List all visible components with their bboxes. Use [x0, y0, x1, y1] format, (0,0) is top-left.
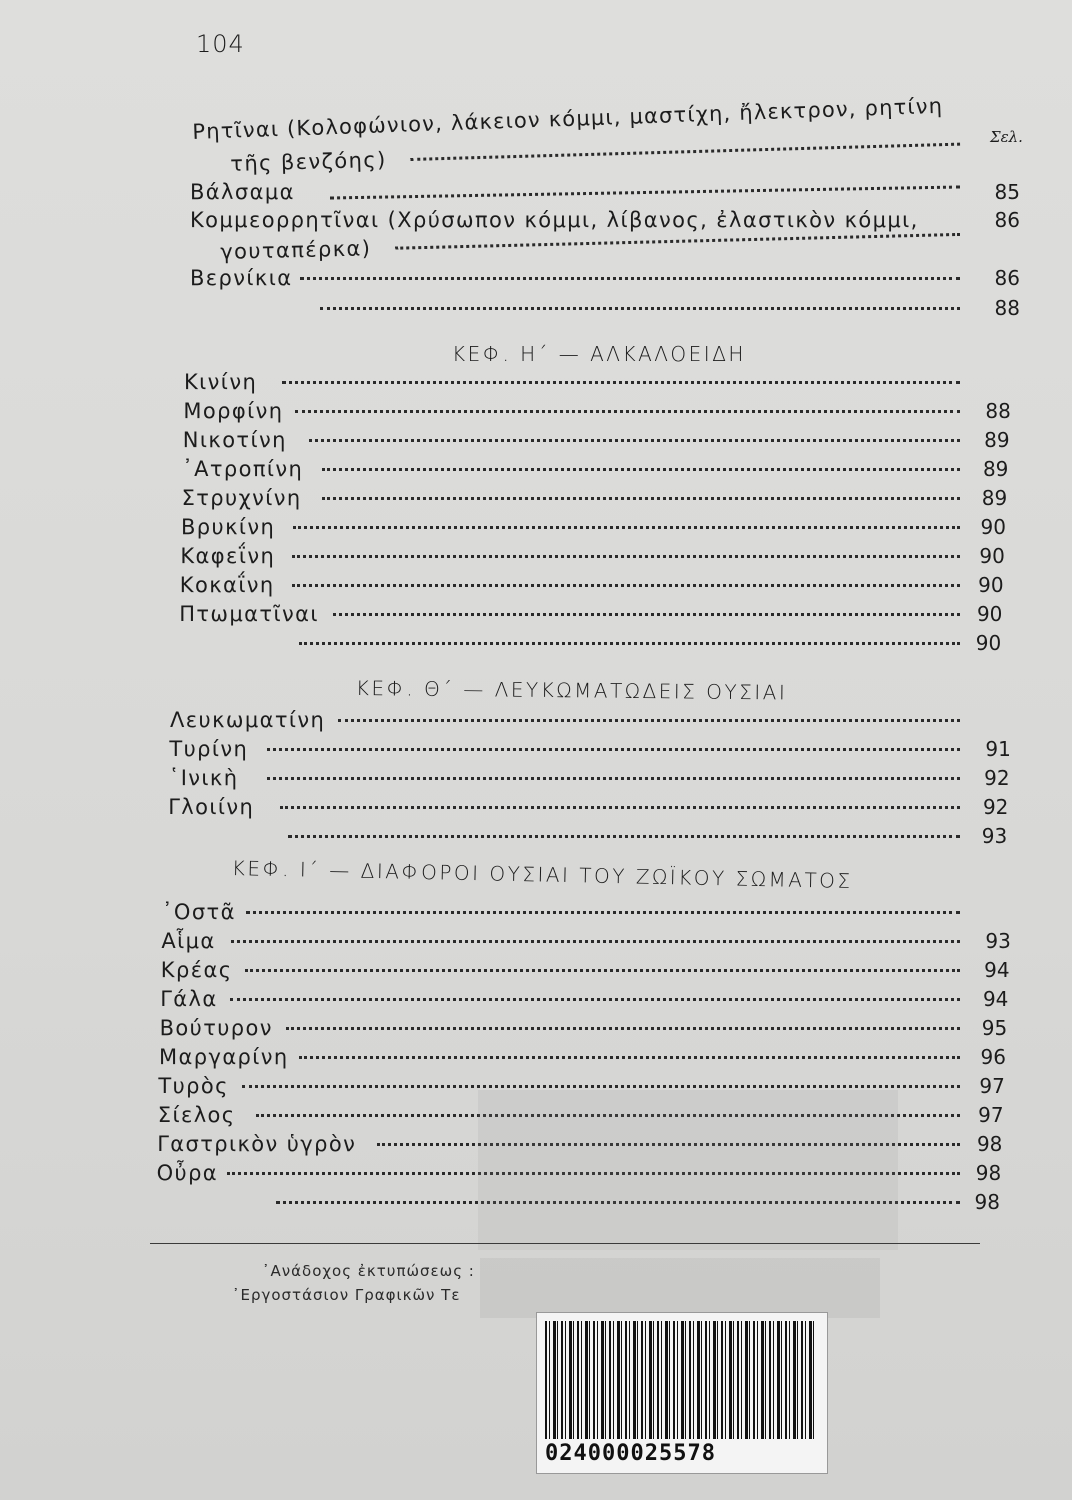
toc-entry	[160, 987, 1020, 1013]
chapter-heading: ΚΕΦ. Η΄ — ΑΛΚΑΛΟΕΙΔΗ	[452, 342, 746, 366]
toc-entry-text: Γάλα	[160, 987, 218, 1011]
toc-entry	[170, 708, 1020, 734]
toc-page-number: 91	[985, 737, 1011, 761]
toc-entry-balsama	[190, 180, 1020, 206]
toc-entry-text: Τυρίνη	[169, 737, 249, 761]
toc-page-number: 85	[994, 180, 1020, 204]
toc-entry	[182, 457, 1020, 483]
toc-page-number: 94	[984, 958, 1010, 982]
leader-dots	[299, 1053, 960, 1059]
toc-entry-text: Νικοτίνη	[182, 428, 287, 452]
toc-entry	[183, 399, 1020, 425]
toc-entry	[180, 544, 1020, 570]
toc-entry-text: Κοκαΐνη	[179, 573, 275, 597]
toc-page-number: 89	[982, 457, 1009, 481]
toc-entry-text: Βρυκίνη	[181, 515, 276, 539]
leader-dots	[299, 639, 960, 645]
toc-entry-text: Τυρὸς	[158, 1074, 229, 1098]
toc-entry-text: Κρέας	[160, 958, 233, 982]
toc-page-number: 92	[982, 795, 1009, 819]
leader-dots	[267, 774, 960, 780]
leader-dots	[295, 407, 960, 413]
toc-leader-extra	[179, 631, 1020, 657]
toc-page-number: 96	[980, 1045, 1006, 1069]
leader-dots	[286, 1024, 960, 1030]
toc-page-number: 98	[976, 1132, 1003, 1156]
toc-page-number: 86	[994, 266, 1020, 290]
leader-dots	[322, 494, 960, 500]
toc-leader-extra	[300, 296, 1020, 322]
footer-line-2: ᾿Εργοστάσιον Γραφικῶν Τε	[232, 1286, 461, 1304]
toc-leader-extra	[168, 824, 1020, 850]
toc-entry-text: Οὖρα	[156, 1161, 219, 1185]
toc-entry-text: τῆς βενζόης)	[230, 147, 387, 176]
footer-line-1: ᾿Ανάδοχος ἐκτυπώσεως :	[262, 1262, 475, 1280]
toc-entry-text: γουταπέρκα)	[220, 236, 372, 264]
toc-page-number: 95	[981, 1016, 1008, 1040]
show-through-text	[480, 1258, 880, 1318]
toc-page-number: 89	[984, 428, 1010, 452]
toc-page-number: 90	[979, 544, 1005, 568]
chapter-heading: ΚΕΦ. Ι΄ — ΔΙΑΦΟΡΟΙ ΟΥΣΙΑΙ ΤΟΥ ΖΩΪΚΟΥ ΣΩΜΑΤΟΣ	[231, 856, 853, 893]
leader-dots	[309, 436, 960, 442]
toc-entry-text: Πτωματῖναι	[179, 602, 319, 626]
toc-entry-text: Αἷμα	[161, 929, 216, 953]
toc-page-number: 88	[994, 296, 1020, 320]
leader-dots	[282, 378, 960, 384]
leader-dots	[292, 581, 960, 587]
chapter-heading: ΚΕΦ. Θ΄ — ΛΕΥΚΩΜΑΤΩΔΕΙΣ ΟΥΣΙΑΙ	[355, 676, 788, 705]
toc-page-number: 92	[984, 766, 1010, 790]
toc-page-number: 90	[980, 515, 1006, 539]
leader-dots	[230, 995, 960, 1001]
toc-entry-text: ᾿Ατροπίνη	[182, 457, 304, 481]
leader-dots	[410, 140, 960, 161]
toc-entry-text: Βερνίκια	[190, 266, 293, 290]
toc-page-number: 90	[978, 573, 1004, 597]
toc-entry	[180, 573, 1020, 599]
toc-entry	[181, 515, 1020, 541]
toc-entry	[160, 1016, 1020, 1042]
leader-dots	[330, 183, 960, 200]
toc-page-number: 88	[985, 399, 1011, 423]
toc-page-number: 97	[979, 1074, 1005, 1098]
toc-entry	[182, 486, 1020, 512]
toc-entry-rhtinai-line1: Ρητῖναι (Κολοφώνιον, λάκειον κόμμι, μαστίχη, ἤλεκτρον, ρητίνη	[192, 93, 944, 144]
leader-dots	[300, 274, 960, 280]
leader-dots	[280, 803, 960, 809]
toc-page-number: 86	[994, 208, 1020, 232]
toc-page-number: 93	[981, 824, 1008, 848]
toc-entry-text: ᾿Οστᾶ	[162, 900, 236, 924]
toc-entry-text: Γλοιίνη	[168, 795, 255, 819]
toc-page-number: 97	[978, 1103, 1004, 1127]
page-number: 104	[196, 30, 245, 58]
toc-page-number: 94	[982, 987, 1009, 1011]
toc-entry	[179, 602, 1020, 628]
leader-dots	[231, 937, 960, 943]
leader-dots	[267, 745, 960, 751]
toc-entry	[161, 958, 1020, 984]
toc-entry	[169, 766, 1020, 792]
toc-entry	[161, 929, 1020, 955]
toc-entry-text: Σίελος	[157, 1103, 236, 1127]
barcode-label	[536, 1312, 828, 1474]
shaded-area	[478, 1090, 898, 1250]
toc-page-number: 89	[981, 486, 1008, 510]
toc-entry-text: Στρυχνίνη	[181, 486, 302, 510]
leader-dots	[395, 230, 960, 250]
toc-entry	[184, 370, 1020, 396]
footer-rule	[150, 1243, 980, 1244]
leader-dots	[333, 610, 960, 616]
leader-dots	[242, 1082, 960, 1088]
toc-entry-text: Μαργαρίνη	[159, 1045, 289, 1069]
leader-dots	[322, 465, 960, 471]
leader-dots	[245, 966, 960, 972]
toc-entry	[168, 795, 1020, 821]
toc-entry-text: ῾Ινικὴ	[168, 766, 239, 790]
toc-entry-text: Βούτυρον	[159, 1016, 273, 1040]
leader-dots	[293, 523, 960, 529]
barcode-bars	[545, 1321, 817, 1439]
toc-page-number: 90	[976, 602, 1003, 626]
toc-entry	[162, 900, 1020, 926]
toc-entry-text: Μορφίνη	[183, 399, 284, 423]
toc-entry	[169, 737, 1020, 763]
leader-dots	[246, 908, 960, 914]
toc-entry-text: Λευκωματίνη	[170, 708, 326, 732]
toc-entry-text: Βάλσαμα	[190, 180, 295, 204]
leader-dots	[292, 552, 960, 558]
toc-entry-text: Κομμεορρητῖναι (Χρύσωπον κόμμι, λίβανος, ἐλαστικὸν κόμμι,	[190, 208, 919, 232]
toc-page-number: 90	[975, 631, 1002, 655]
leader-dots	[288, 832, 960, 838]
toc-entry	[159, 1045, 1020, 1071]
toc-page-number: 93	[985, 929, 1011, 953]
toc-entry	[183, 428, 1020, 454]
toc-page-number: 98	[975, 1161, 1002, 1185]
toc-entry-vernikia	[190, 266, 1020, 292]
toc-entry-text: Καφεΐνη	[180, 544, 276, 568]
page-column-label: Σελ.	[990, 128, 1023, 146]
toc-page-number: 98	[974, 1190, 1000, 1214]
leader-dots	[338, 716, 960, 722]
leader-dots	[320, 304, 960, 310]
barcode-number: 024000025578	[545, 1441, 716, 1466]
toc-entry-text: Κινίνη	[184, 370, 258, 394]
toc-entry-text: Γαστρικὸν ὑγρὸν	[157, 1132, 357, 1156]
